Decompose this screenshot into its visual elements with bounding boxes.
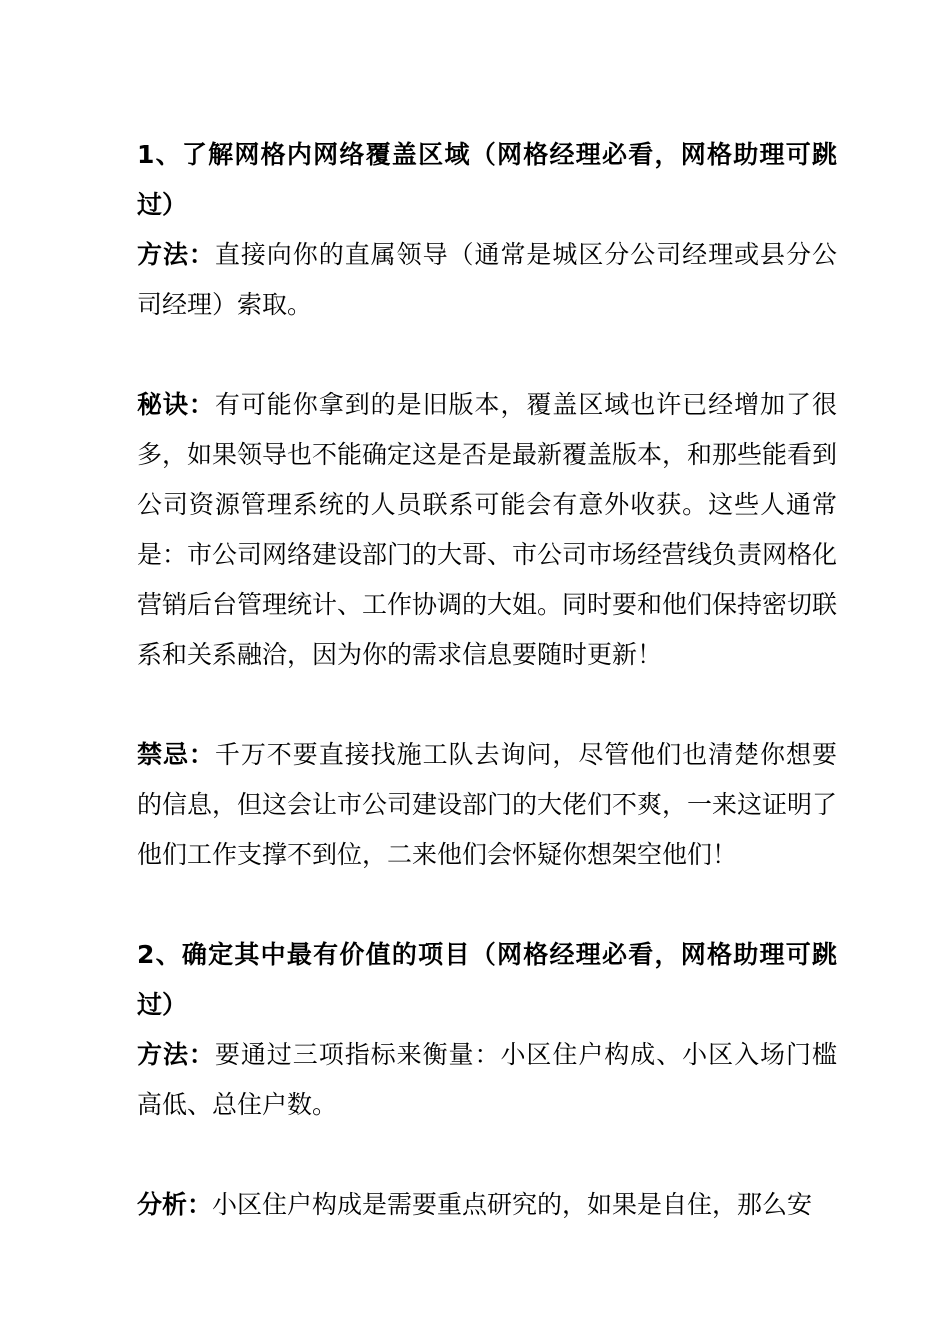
section1-tip-text: 有可能你拿到的是旧版本，覆盖区域也许已经增加了很多，如果领导也不能确定这是否是最新覆盖版本，和那些能看到公司资源管理系统的人员联系可能会有意外收获。这些人通常是：市公司网络建设部门的大哥、市公司市场经营线负责网格化营销后台管理统计、工作协调的大姐。同时要和他们保持密切联系和关系融洽，因为你的需求信息要随时更新！ [137, 390, 838, 669]
section2-heading: 2、确定其中最有价值的项目（网格经理必看，网格助理可跳过） [137, 940, 837, 1019]
section1-heading: 1、了解网格内网络覆盖区域（网格经理必看，网格助理可跳过） [137, 140, 837, 219]
section1-tip [137, 380, 837, 680]
section1-method [137, 230, 837, 330]
section2-method-label: 方法： [137, 1040, 215, 1069]
paragraph-gap [137, 1130, 837, 1180]
paragraph-gap [137, 330, 837, 380]
section1-taboo-label: 禁忌： [137, 740, 215, 769]
section2-method-text: 要通过三项指标来衡量： [214, 1040, 501, 1069]
document-page [137, 130, 837, 1230]
section1-taboo-text: 千万不要直接找施工队去询问，尽管他们也清楚你想要的信息，但这会让市公司建设部门的大佬们不爽，一来这证明了他们工作支撑不到位，二来他们会怀疑你想架空他们！ [137, 740, 838, 869]
section1-tip-label: 秘诀： [137, 390, 215, 419]
section2-method [137, 1030, 837, 1130]
section1-method-text: 直接向你的直属领导（通常是城区分公司经理或县分公司经理）索取。 [137, 240, 837, 319]
paragraph-gap [137, 680, 837, 730]
section2-analysis-text: 小区住户构成是需要重点研究的，如果是自住，那么安 [212, 1190, 813, 1219]
section2-method-metrics: 小区住户构成、小区入场门槛高低、总住户数。 [137, 1040, 837, 1119]
section1-taboo [137, 730, 837, 880]
section2-analysis [137, 1180, 837, 1230]
paragraph-gap [137, 880, 837, 930]
section1-method-label: 方法： [137, 240, 215, 269]
section2-analysis-label: 分析： [137, 1190, 213, 1219]
